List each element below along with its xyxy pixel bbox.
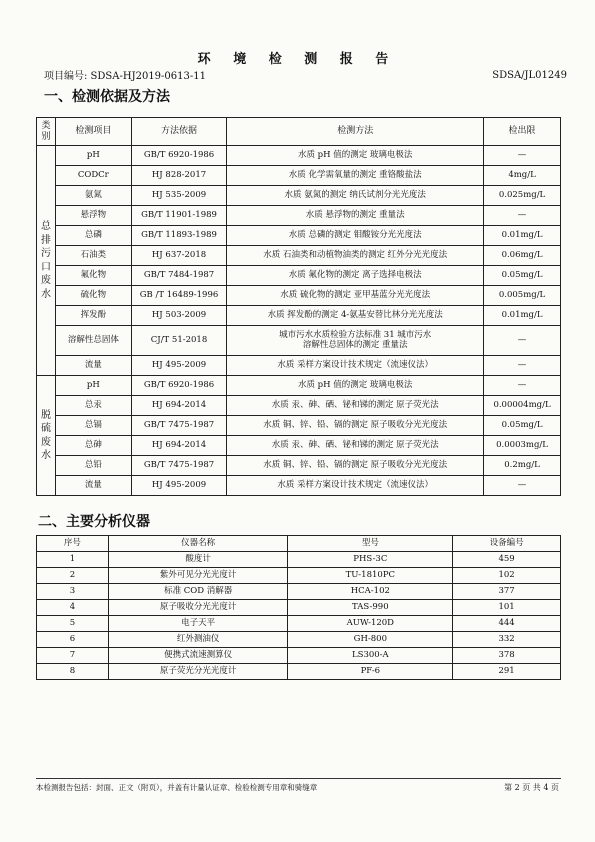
footer-note: 本检测报告包括：封面、正文（附页），并盖有计量认证章、检验检测专用章和骑缝章 <box>36 783 318 792</box>
table-row <box>37 266 561 286</box>
table-row <box>37 648 561 664</box>
method-cell: 水质 总磷的测定 钼酸铵分光光度法 <box>227 226 484 246</box>
category-cell: 总排污口废水 <box>37 146 56 376</box>
limit-cell: 0.0003mg/L <box>484 436 561 456</box>
method-table-header <box>37 118 561 146</box>
column-header: 检出限 <box>484 118 561 146</box>
limit-cell: — <box>484 356 561 376</box>
instrument-cell: 5 <box>37 616 109 632</box>
limit-cell: — <box>484 206 561 226</box>
report-title: 环 境 检 测 报 告 <box>197 52 398 67</box>
instrument-cell: GH-800 <box>288 632 453 648</box>
table-row <box>37 166 561 186</box>
basis-cell: HJ 828-2017 <box>131 166 227 186</box>
column-header: 设备编号 <box>453 536 561 552</box>
instrument-cell: LS300-A <box>288 648 453 664</box>
method-cell: 水质 铜、锌、铅、镉的测定 原子吸收分光光度法 <box>227 456 484 476</box>
instrument-cell: TAS-990 <box>288 600 453 616</box>
basis-cell: GB/T 7484-1987 <box>131 266 227 286</box>
table-row <box>37 568 561 584</box>
column-header: 检测项目 <box>55 118 131 146</box>
limit-cell: 4mg/L <box>484 166 561 186</box>
item-cell: 溶解性总固体 <box>55 326 131 356</box>
instrument-table-header <box>37 536 561 552</box>
item-cell: 悬浮物 <box>55 206 131 226</box>
instrument-cell: 6 <box>37 632 109 648</box>
limit-cell: — <box>484 146 561 166</box>
basis-cell: HJ 694-2014 <box>131 396 227 416</box>
basis-cell: HJ 694-2014 <box>131 436 227 456</box>
column-header: 方法依据 <box>131 118 227 146</box>
footer-divider <box>36 778 561 779</box>
instrument-cell: 101 <box>453 600 561 616</box>
section2-heading: 二、主要分析仪器 <box>38 514 150 530</box>
instrument-cell: 标准 COD 消解器 <box>108 584 288 600</box>
basis-cell: HJ 495-2009 <box>131 476 227 496</box>
limit-cell: 0.01mg/L <box>484 226 561 246</box>
table-row <box>37 476 561 496</box>
method-cell: 水质 氟化物的测定 离子选择电极法 <box>227 266 484 286</box>
basis-cell: HJ 637-2018 <box>131 246 227 266</box>
item-cell: pH <box>55 146 131 166</box>
instrument-cell: 459 <box>453 552 561 568</box>
table-row <box>37 326 561 356</box>
category-cell: 脱硫废水 <box>37 376 56 496</box>
instrument-cell: 7 <box>37 648 109 664</box>
item-cell: 流量 <box>55 356 131 376</box>
limit-cell: 0.005mg/L <box>484 286 561 306</box>
basis-cell: GB /T 16489-1996 <box>131 286 227 306</box>
method-cell: 水质 氨氮的测定 纳氏试剂分光光度法 <box>227 186 484 206</box>
method-cell: 水质 化学需氧量的测定 重铬酸盐法 <box>227 166 484 186</box>
table-row <box>37 146 561 166</box>
limit-cell: 0.06mg/L <box>484 246 561 266</box>
instrument-cell: AUW-120D <box>288 616 453 632</box>
table-row <box>37 456 561 476</box>
limit-cell: 0.2mg/L <box>484 456 561 476</box>
method-cell: 水质 悬浮物的测定 重量法 <box>227 206 484 226</box>
table-row <box>37 226 561 246</box>
item-cell: CODCr <box>55 166 131 186</box>
project-number: 项目编号: SDSA-HJ2019-0613-11 <box>44 71 206 82</box>
method-cell: 水质 汞、砷、硒、铋和锑的测定 原子荧光法 <box>227 436 484 456</box>
limit-cell: — <box>484 476 561 496</box>
limit-cell: 0.05mg/L <box>484 266 561 286</box>
instrument-cell: 红外测油仪 <box>108 632 288 648</box>
instrument-cell: 102 <box>453 568 561 584</box>
basis-cell: HJ 535-2009 <box>131 186 227 206</box>
column-header: 仪器名称 <box>108 536 288 552</box>
method-cell: 水质 pH 值的测定 玻璃电极法 <box>227 146 484 166</box>
method-table <box>36 117 561 496</box>
method-cell: 水质 硫化物的测定 亚甲基蓝分光光度法 <box>227 286 484 306</box>
instrument-cell: 291 <box>453 664 561 680</box>
item-cell: 挥发酚 <box>55 306 131 326</box>
instrument-cell: 便携式流速测算仪 <box>108 648 288 664</box>
instrument-cell: 8 <box>37 664 109 680</box>
method-cell: 水质 石油类和动植物油类的测定 红外分光光度法 <box>227 246 484 266</box>
basis-cell: HJ 495-2009 <box>131 356 227 376</box>
table-row <box>37 632 561 648</box>
table-row <box>37 306 561 326</box>
table-row <box>37 664 561 680</box>
instrument-cell: 3 <box>37 584 109 600</box>
column-header: 检测方法 <box>227 118 484 146</box>
method-cell: 水质 汞、砷、硒、铋和锑的测定 原子荧光法 <box>227 396 484 416</box>
basis-cell: GB/T 11901-1989 <box>131 206 227 226</box>
instrument-cell: 紫外可见分光光度计 <box>108 568 288 584</box>
basis-cell: GB/T 7475-1987 <box>131 416 227 436</box>
limit-cell: 0.01mg/L <box>484 306 561 326</box>
table-row <box>37 206 561 226</box>
table-row <box>37 396 561 416</box>
column-header: 型号 <box>288 536 453 552</box>
basis-cell: CJ/T 51-2018 <box>131 326 227 356</box>
method-cell: 水质 采样方案设计技术规定（流速仪法） <box>227 476 484 496</box>
basis-cell: GB/T 6920-1986 <box>131 376 227 396</box>
instrument-cell: 4 <box>37 600 109 616</box>
column-header: 序号 <box>37 536 109 552</box>
table-row <box>37 436 561 456</box>
table-row <box>37 186 561 206</box>
table-row <box>37 416 561 436</box>
item-cell: 总汞 <box>55 396 131 416</box>
item-cell: 总砷 <box>55 436 131 456</box>
instrument-cell: 2 <box>37 568 109 584</box>
item-cell: 硫化物 <box>55 286 131 306</box>
item-cell: 流量 <box>55 476 131 496</box>
method-cell: 水质 铜、锌、铅、镉的测定 原子吸收分光光度法 <box>227 416 484 436</box>
limit-cell: — <box>484 326 561 356</box>
instrument-cell: 酸度计 <box>108 552 288 568</box>
item-cell: pH <box>55 376 131 396</box>
table-row <box>37 246 561 266</box>
method-cell: 水质 挥发酚的测定 4-氨基安替比林分光光度法 <box>227 306 484 326</box>
item-cell: 氨氮 <box>55 186 131 206</box>
basis-cell: GB/T 7475-1987 <box>131 456 227 476</box>
instrument-cell: PF-6 <box>288 664 453 680</box>
limit-cell: 0.025mg/L <box>484 186 561 206</box>
instrument-cell: 原子荧光分光光度计 <box>108 664 288 680</box>
instrument-cell: HCA-102 <box>288 584 453 600</box>
instrument-table <box>36 535 561 680</box>
item-cell: 总磷 <box>55 226 131 246</box>
method-cell: 水质 采样方案设计技术规定（流速仪法） <box>227 356 484 376</box>
instrument-cell: TU-1810PC <box>288 568 453 584</box>
instrument-cell: 378 <box>453 648 561 664</box>
limit-cell: 0.05mg/L <box>484 416 561 436</box>
instrument-cell: 电子天平 <box>108 616 288 632</box>
basis-cell: HJ 503-2009 <box>131 306 227 326</box>
column-header: 类别 <box>37 118 56 146</box>
item-cell: 氟化物 <box>55 266 131 286</box>
method-cell: 城市污水水质检验方法标准 31 城市污水 溶解性总固体的测定 重量法 <box>227 326 484 356</box>
instrument-cell: 1 <box>37 552 109 568</box>
instrument-cell: 原子吸收分光光度计 <box>108 600 288 616</box>
item-cell: 石油类 <box>55 246 131 266</box>
table-row <box>37 552 561 568</box>
item-cell: 总镉 <box>55 416 131 436</box>
instrument-cell: 332 <box>453 632 561 648</box>
method-cell: 水质 pH 值的测定 玻璃电极法 <box>227 376 484 396</box>
document-id: SDSA/JL01249 <box>492 70 567 81</box>
instrument-cell: PHS-3C <box>288 552 453 568</box>
item-cell: 总铅 <box>55 456 131 476</box>
table-row <box>37 584 561 600</box>
table-row <box>37 376 561 396</box>
table-row <box>37 616 561 632</box>
basis-cell: GB/T 6920-1986 <box>131 146 227 166</box>
basis-cell: GB/T 11893-1989 <box>131 226 227 246</box>
table-row <box>37 356 561 376</box>
instrument-cell: 377 <box>453 584 561 600</box>
section1-heading: 一、检测依据及方法 <box>44 89 170 105</box>
limit-cell: — <box>484 376 561 396</box>
limit-cell: 0.00004mg/L <box>484 396 561 416</box>
page-number: 第 2 页 共 4 页 <box>504 783 559 792</box>
instrument-cell: 444 <box>453 616 561 632</box>
table-row <box>37 600 561 616</box>
table-row <box>37 286 561 306</box>
